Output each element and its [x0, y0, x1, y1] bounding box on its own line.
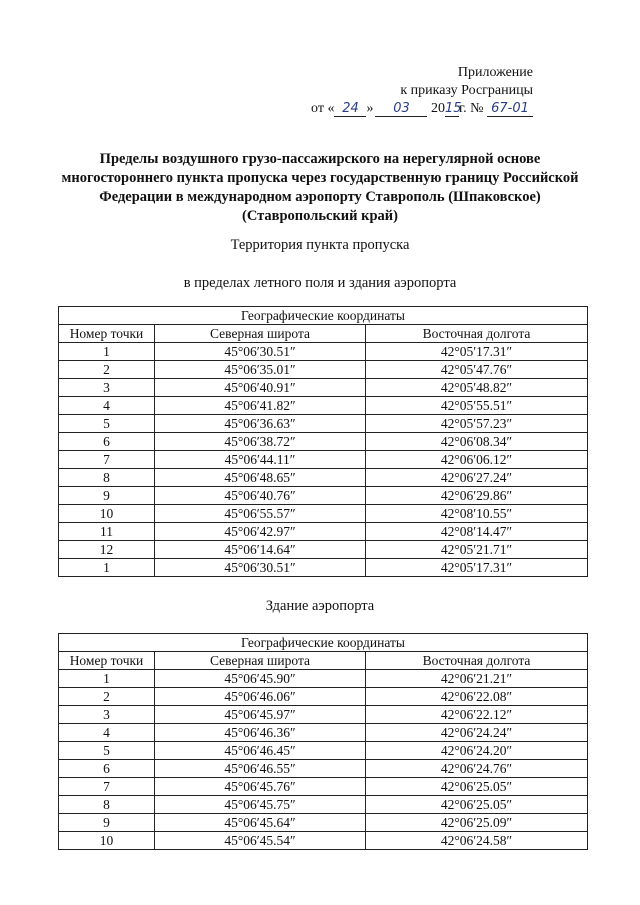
longitude-cell: 42°06′25.05″	[366, 796, 588, 814]
point-number-cell: 12	[59, 541, 155, 559]
table-row	[59, 742, 588, 760]
table-row	[59, 541, 588, 559]
table-row	[59, 688, 588, 706]
table-row	[59, 433, 588, 451]
table-row	[59, 796, 588, 814]
point-number-cell: 9	[59, 814, 155, 832]
table-row	[59, 361, 588, 379]
longitude-cell: 42°06′27.24″	[366, 469, 588, 487]
point-number-cell: 1	[59, 559, 155, 577]
point-number-cell: 1	[59, 343, 155, 361]
table-row	[59, 814, 588, 832]
longitude-cell: 42°05′57.23″	[366, 415, 588, 433]
longitude-cell: 42°08′14.47″	[366, 523, 588, 541]
point-number-cell: 5	[59, 415, 155, 433]
longitude-cell: 42°05′47.76″	[366, 361, 588, 379]
longitude-cell: 42°06′24.24″	[366, 724, 588, 742]
point-number-cell: 4	[59, 397, 155, 415]
longitude-cell: 42°08′10.55″	[366, 505, 588, 523]
table-row	[59, 343, 588, 361]
table-row	[59, 724, 588, 742]
latitude-cell: 45°06′46.55″	[155, 760, 366, 778]
longitude-cell: 42°06′25.05″	[366, 778, 588, 796]
date-day: 24	[334, 102, 366, 117]
point-number-cell: 3	[59, 706, 155, 724]
document-title: Пределы воздушного грузо-пассажирского на нерегулярной основе многостороннего пункта пропуска через государственную границу Российской Федерации в международном аэропорту Ставрополь (Шпаковское) (Ставропольский край)	[61, 151, 579, 224]
latitude-cell: 45°06′45.64″	[155, 814, 366, 832]
latitude-cell: 45°06′48.65″	[155, 469, 366, 487]
table-row	[59, 523, 588, 541]
point-number-cell: 6	[59, 760, 155, 778]
latitude-cell: 45°06′14.64″	[155, 541, 366, 559]
column-header-point: Номер точки	[59, 652, 155, 670]
table-row	[59, 670, 588, 688]
column-header-lat: Северная широта	[155, 325, 366, 343]
longitude-cell: 42°05′17.31″	[366, 343, 588, 361]
table-body	[59, 343, 588, 577]
year-suffix: 15	[444, 101, 462, 116]
appendix-title: Приложение	[457, 65, 533, 80]
latitude-cell: 45°06′45.75″	[155, 796, 366, 814]
order-number: 67-01	[487, 102, 533, 117]
section2-heading: Здание аэропорта	[265, 598, 375, 614]
table-row	[59, 451, 588, 469]
number-prefix: г. №	[458, 101, 484, 116]
longitude-cell: 42°06′24.20″	[366, 742, 588, 760]
column-header-lat: Северная широта	[155, 652, 366, 670]
table-group-header-row	[59, 307, 588, 325]
latitude-cell: 45°06′45.76″	[155, 778, 366, 796]
longitude-cell: 42°06′22.08″	[366, 688, 588, 706]
table-column-header-row	[59, 325, 588, 343]
table-row	[59, 379, 588, 397]
group-header: Географические координаты	[59, 634, 588, 652]
latitude-cell: 45°06′45.97″	[155, 706, 366, 724]
date-month: 03	[375, 102, 427, 117]
longitude-cell: 42°05′55.51″	[366, 397, 588, 415]
column-header-lon: Восточная долгота	[366, 652, 588, 670]
latitude-cell: 45°06′40.91″	[155, 379, 366, 397]
point-number-cell: 2	[59, 361, 155, 379]
section1-heading: Территория пункта пропуска	[230, 237, 410, 253]
latitude-cell: 45°06′46.36″	[155, 724, 366, 742]
table-row	[59, 760, 588, 778]
point-number-cell: 7	[59, 451, 155, 469]
table-row	[59, 778, 588, 796]
date-day-close: »	[366, 101, 374, 116]
group-header: Географические координаты	[59, 307, 588, 325]
longitude-cell: 42°06′29.86″	[366, 487, 588, 505]
latitude-cell: 45°06′40.76″	[155, 487, 366, 505]
point-number-cell: 5	[59, 742, 155, 760]
table-body	[59, 670, 588, 850]
latitude-cell: 45°06′46.06″	[155, 688, 366, 706]
point-number-cell: 7	[59, 778, 155, 796]
latitude-cell: 45°06′46.45″	[155, 742, 366, 760]
point-number-cell: 3	[59, 379, 155, 397]
latitude-cell: 45°06′45.54″	[155, 832, 366, 850]
longitude-cell: 42°06′24.76″	[366, 760, 588, 778]
table-row	[59, 469, 588, 487]
point-number-cell: 11	[59, 523, 155, 541]
column-header-point: Номер точки	[59, 325, 155, 343]
table-row	[59, 487, 588, 505]
column-header-lon: Восточная долгота	[366, 325, 588, 343]
longitude-cell: 42°05′48.82″	[366, 379, 588, 397]
point-number-cell: 1	[59, 670, 155, 688]
table-row	[59, 706, 588, 724]
table-row	[59, 832, 588, 850]
table-column-header-row	[59, 652, 588, 670]
point-number-cell: 9	[59, 487, 155, 505]
latitude-cell: 45°06′44.11″	[155, 451, 366, 469]
date-prefix: от «	[311, 101, 335, 116]
table-row	[59, 397, 588, 415]
latitude-cell: 45°06′30.51″	[155, 343, 366, 361]
latitude-cell: 45°06′30.51″	[155, 559, 366, 577]
longitude-cell: 42°06′21.21″	[366, 670, 588, 688]
building-coordinates-table	[58, 633, 588, 850]
point-number-cell: 8	[59, 796, 155, 814]
latitude-cell: 45°06′35.01″	[155, 361, 366, 379]
point-number-cell: 10	[59, 505, 155, 523]
table-row	[59, 415, 588, 433]
table-row	[59, 559, 588, 577]
section1-subheading: в пределах летного поля и здания аэропорта	[183, 275, 457, 291]
point-number-cell: 2	[59, 688, 155, 706]
latitude-cell: 45°06′45.90″	[155, 670, 366, 688]
latitude-cell: 45°06′36.63″	[155, 415, 366, 433]
point-number-cell: 6	[59, 433, 155, 451]
longitude-cell: 42°06′22.12″	[366, 706, 588, 724]
point-number-cell: 8	[59, 469, 155, 487]
longitude-cell: 42°06′06.12″	[366, 451, 588, 469]
table-group-header-row	[59, 634, 588, 652]
airfield-coordinates-table	[58, 306, 588, 577]
table-row	[59, 505, 588, 523]
point-number-cell: 4	[59, 724, 155, 742]
longitude-cell: 42°06′24.58″	[366, 832, 588, 850]
longitude-cell: 42°05′21.71″	[366, 541, 588, 559]
latitude-cell: 45°06′41.82″	[155, 397, 366, 415]
longitude-cell: 42°06′08.34″	[366, 433, 588, 451]
latitude-cell: 45°06′42.97″	[155, 523, 366, 541]
appendix-date-line	[311, 100, 533, 118]
appendix-header	[311, 64, 533, 118]
longitude-cell: 42°05′17.31″	[366, 559, 588, 577]
point-number-cell: 10	[59, 832, 155, 850]
appendix-order-ref: к приказу Росграницы	[400, 83, 533, 98]
latitude-cell: 45°06′38.72″	[155, 433, 366, 451]
year-prefix: 20	[430, 101, 445, 116]
latitude-cell: 45°06′55.57″	[155, 505, 366, 523]
longitude-cell: 42°06′25.09″	[366, 814, 588, 832]
